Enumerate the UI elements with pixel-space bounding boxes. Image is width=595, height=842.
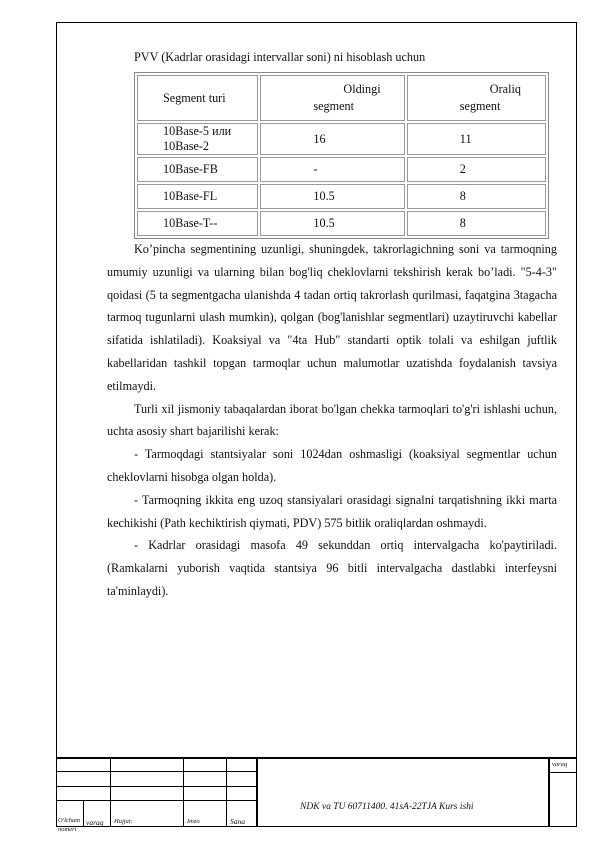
header-previous-line2: segment xyxy=(313,99,355,113)
cell-intermediate: 11 xyxy=(407,123,546,155)
list-item: - Kadrlar orasidagi masofa 49 sekunddan ortiq intervalgacha ko'paytiriladi. (Ramkalarni yuborish vaqtida stantsiya 96 bitli intervalgacha dastlabki interfeysni ta'minlaydi). xyxy=(107,538,557,598)
table-row xyxy=(137,157,546,182)
cell-previous: 16 xyxy=(260,123,404,155)
list-item: - Tarmoqning ikkita eng uzoq stansiyalari orasidagi signalni tarqatishning ikki marta kechikishi (Path kechiktirish qiymati, PDV) 575 bitlik oraliqlardan oshmaydi. xyxy=(107,492,557,530)
label-hujjat: Hujjat: xyxy=(114,818,133,825)
header-previous-line1: Oldingi xyxy=(343,82,381,96)
cell-intermediate: 2 xyxy=(407,157,546,182)
paragraph: Turli xil jismoniy tabaqalardan iborat bo'lgan chekka tarmoqlari to'g'ri ishlashi uchun, uchta asosiy shart bajarilishi kerak: xyxy=(107,401,557,439)
label-varaq: varaq xyxy=(86,818,104,827)
cell-intermediate: 8 xyxy=(407,184,546,209)
header-segment-type: Segment turi xyxy=(137,75,258,121)
table-row xyxy=(137,123,546,155)
cell-segment-type: 10Base-FB xyxy=(137,157,258,182)
label-olcham: O'lcham xyxy=(58,817,80,824)
label-imzo: Imzo xyxy=(187,818,200,825)
table-header-row xyxy=(137,75,546,121)
cell-segment-type: 10Base-FL xyxy=(137,184,258,209)
cell-intermediate: 8 xyxy=(407,211,546,236)
list-item: - Tarmoqdagi stantsiyalar soni 1024dan oshmasligi (koaksiyal segmentlar uchun cheklovlarni hisobga olgan holda). xyxy=(107,447,557,484)
label-sana: Sana xyxy=(230,817,245,826)
table-row xyxy=(137,184,546,209)
cell-segment-type: 10Base-5 или 10Base-2 xyxy=(137,123,258,155)
header-intermediate-segment xyxy=(407,75,546,121)
header-intermediate-line1: Oraliq xyxy=(489,82,521,96)
table-row xyxy=(137,211,546,236)
paragraph: Ko’pincha segmentining uzunligi, shuningdek, takrorlagichning soni va tarmoqning umumiy uzunligi va ularning bilan bog'liq cheklovlarni tekshirish kerak bo’ladi. "5-4-3" qoidasi (5 ta segmentgacha ulanishda 4 tadan ortiq takrorlash qurilmasi, faqatgina 3tagacha tarmoq tugunlarni ulash mumkin), qolgan (bog'lanishlar segmentlari) uzaytiruvchi kabellar sifatida ishlatiladi). Koaksiyal va "4ta Hub" standarti optik tolali va eshilgan juftlik kabellaridan tashkil topgan tarmoqlar uchun malumotlar uzatishda foydalanish tavsiya etilmaydi. xyxy=(107,242,557,393)
header-intermediate-line2: segment xyxy=(459,99,501,113)
document-code: NDK va TU 60711400. 41sA-22TJA Kurs ishi xyxy=(300,802,474,812)
cell-segment-type: 10Base-T-- xyxy=(137,211,258,236)
cell-previous: 10.5 xyxy=(260,184,404,209)
label-varaq-right: varaq xyxy=(552,761,568,768)
table-caption: PVV (Kadrlar orasidagi intervallar soni) ni hisoblash uchun xyxy=(134,50,426,64)
body-text xyxy=(107,238,557,603)
header-previous-segment xyxy=(260,75,404,121)
cell-previous: - xyxy=(260,157,404,182)
cell-previous: 10.5 xyxy=(260,211,404,236)
segment-table xyxy=(134,72,549,239)
label-nomeri: nomeri xyxy=(58,826,77,833)
